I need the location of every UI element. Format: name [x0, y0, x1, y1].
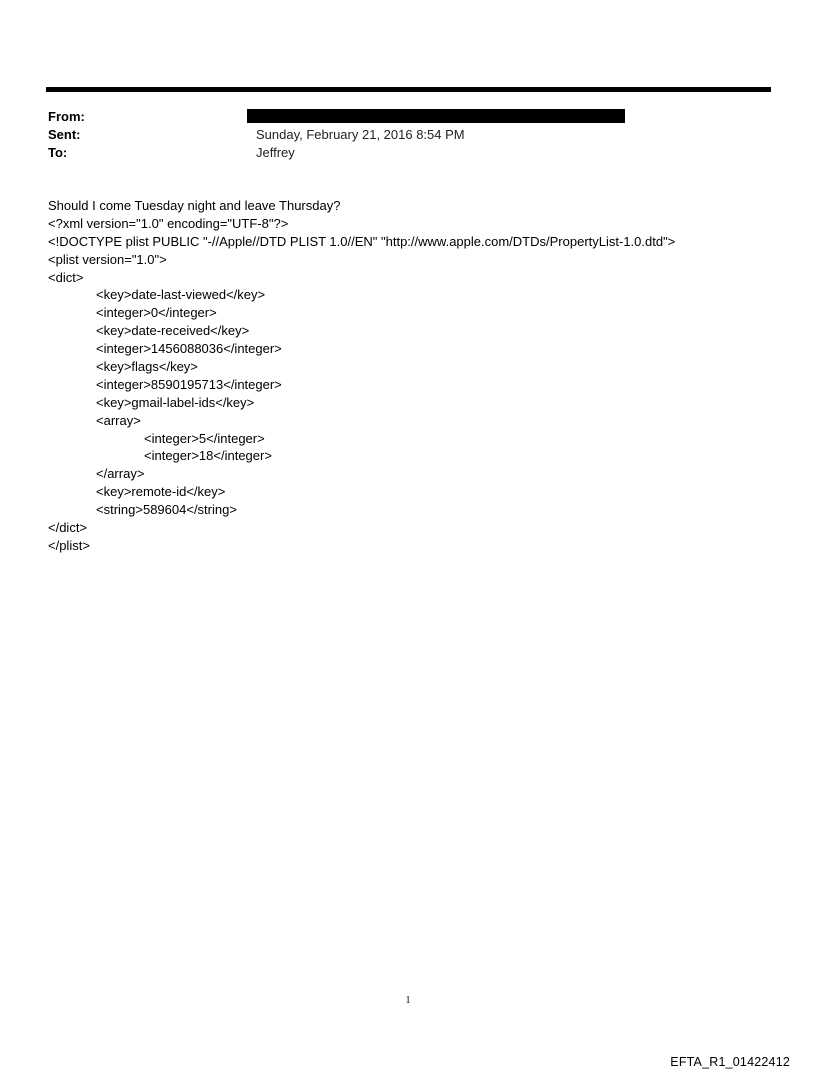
- redaction-block: [247, 109, 625, 123]
- plist-line: <dict>: [48, 269, 84, 285]
- plist-line: <!DOCTYPE plist PUBLIC "-//Apple//DTD PLIST 1.0//EN" "http://www.apple.com/DTDs/PropertyList-1.0.dtd">: [48, 233, 676, 249]
- email-body: [48, 197, 788, 555]
- plist-line: <key>date-last-viewed</key>: [96, 287, 266, 303]
- plist-line: <string>589604</string>: [96, 502, 237, 518]
- plist-line: <integer>8590195713</integer>: [96, 376, 282, 392]
- plist-line: <key>remote-id</key>: [96, 484, 226, 500]
- from-row: [48, 108, 768, 126]
- plist-line: <key>gmail-label-ids</key>: [96, 394, 255, 410]
- bates-number: EFTA_R1_01422412: [670, 1055, 790, 1069]
- plist-line: <key>date-received</key>: [96, 323, 250, 339]
- plist-line: </dict>: [48, 520, 88, 536]
- plist-line: </plist>: [48, 537, 90, 553]
- plist-line: <?xml version="1.0" encoding="UTF-8"?>: [48, 215, 289, 231]
- plist-line: <integer>0</integer>: [96, 305, 217, 321]
- email-header: [48, 108, 768, 162]
- plist-line: <integer>18</integer>: [144, 448, 272, 464]
- sent-label: Sent:: [48, 127, 81, 142]
- plist-line: <integer>5</integer>: [144, 430, 265, 446]
- to-row: [48, 144, 768, 162]
- to-label: To:: [48, 145, 68, 160]
- from-label: From:: [48, 109, 85, 124]
- plist-line: <array>: [96, 412, 141, 428]
- to-value: Jeffrey: [256, 145, 295, 160]
- message-text: Should I come Tuesday night and leave Thursday?: [48, 198, 341, 213]
- plist-line: <integer>1456088036</integer>: [96, 341, 282, 357]
- plist-line: <key>flags</key>: [96, 359, 198, 375]
- sent-row: [48, 126, 768, 144]
- plist-line: </array>: [96, 466, 145, 482]
- plist-line: <plist version="1.0">: [48, 251, 167, 267]
- page-number: 1: [405, 995, 411, 1006]
- sent-value: Sunday, February 21, 2016 8:54 PM: [256, 127, 465, 142]
- header-divider: [46, 87, 771, 92]
